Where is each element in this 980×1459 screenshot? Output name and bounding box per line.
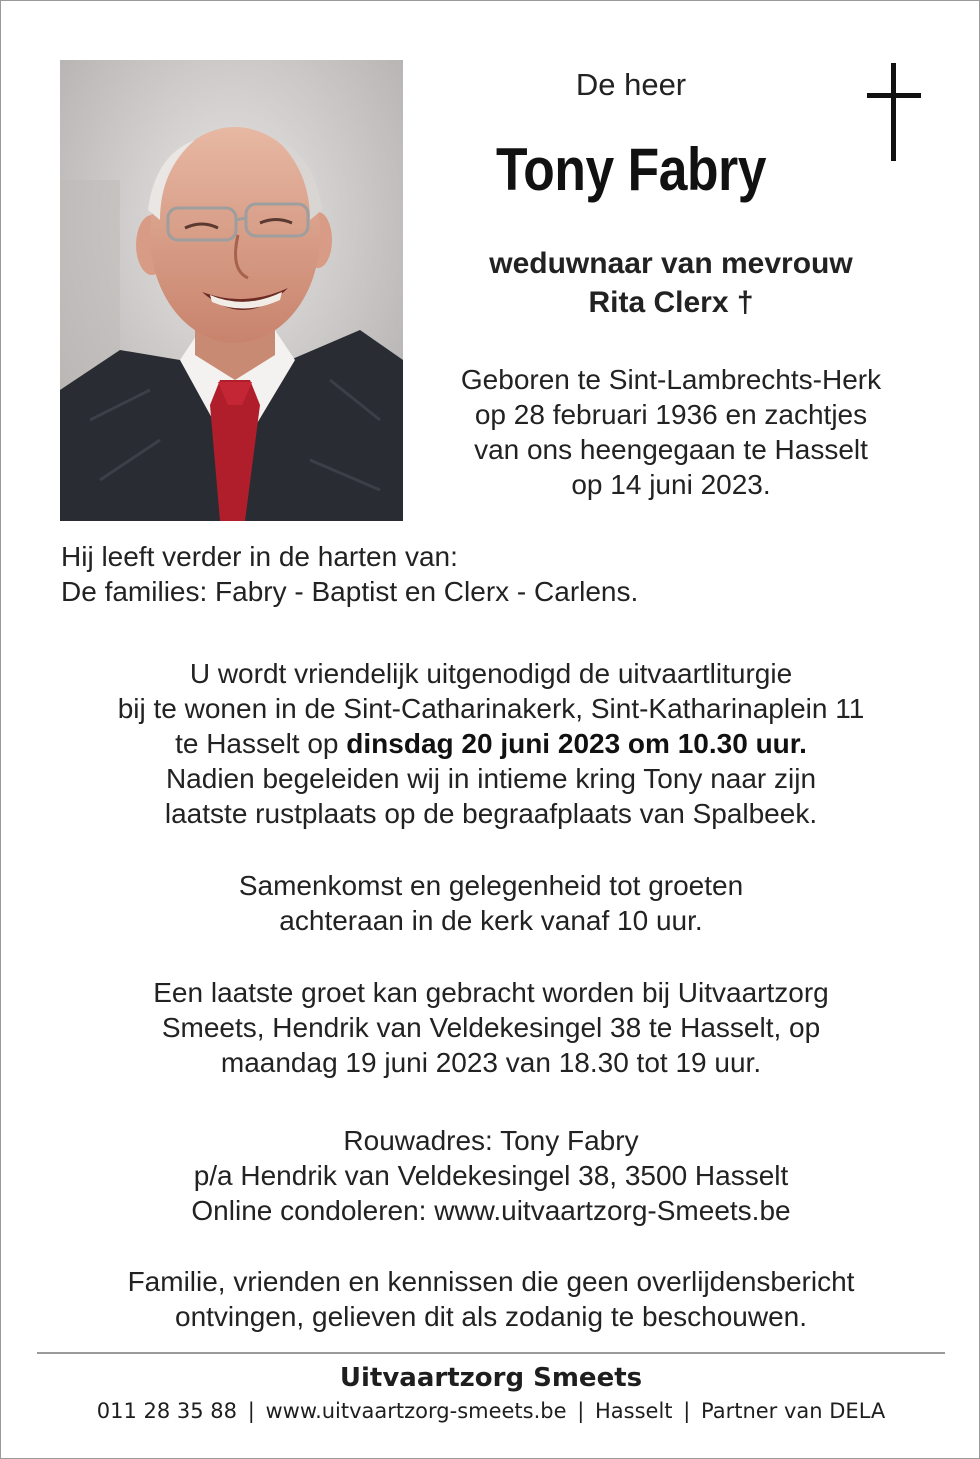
partner-label: Partner van DELA [700,1399,886,1423]
text-line: van ons heengegaan te Hasselt [474,434,868,465]
text-line: U wordt vriendelijk uitgenodigd de uitvaartliturgie [189,658,793,689]
text-line: Smeets, Hendrik van Veldekesingel 38 te Hasselt, op [161,1012,821,1043]
text-line: op 14 juni 2023. [571,469,771,500]
text-line: laatste rustplaats op de begraafplaats van Spalbeek. [164,798,818,829]
phone-number[interactable]: 011 28 35 88 [96,1399,238,1423]
city: Hasselt [595,1399,673,1423]
text-line: ontvingen, gelieven dit als zodanig te beschouwen. [175,1301,807,1332]
website-link[interactable]: www.uitvaartzorg-smeets.be [265,1399,567,1423]
widower-line: weduwnaar van mevrouw [489,247,853,280]
text-line: p/a Hendrik van Veldekesingel 38, 3500 Hasselt [193,1160,789,1191]
text-line: De families: Fabry - Baptist en Clerx - Carlens. [61,576,639,607]
text-line: Hij leeft verder in de harten van: [61,541,458,572]
text-line: Een laatste groet kan gebracht worden bij Uitvaartzorg [153,977,829,1008]
notice-statement [21,1264,961,1334]
service-datetime: dinsdag 20 juni 2023 om 10.30 uur. [346,728,807,759]
mourning-address [21,1123,961,1228]
text-line [21,726,961,761]
funeral-company-name: Uitvaartzorg Smeets [339,1363,643,1393]
text-line: Samenkomst en gelegenheid tot groeten [238,870,744,901]
funeral-invitation [21,656,961,831]
condolence-link-line[interactable]: Online condoleren: www.uitvaartzorg-Smeets.be [191,1195,791,1226]
text-line: bij te wonen in de Sint-Catharinakerk, Sint-Katharinaplein 11 [117,693,865,724]
separator: | [247,1399,255,1423]
spouse-name: Rita Clerx † [588,286,754,319]
deceased-name: Tony Fabry [496,136,766,203]
separator: | [577,1399,585,1423]
footer-contact [21,1399,961,1423]
text-line: Familie, vrienden en kennissen die geen overlijdensbericht [127,1266,855,1297]
latin-cross-icon [863,63,925,161]
text-line: Nadien begeleiden wij in intieme kring Tony naar zijn [165,763,817,794]
text-line: maandag 19 juni 2023 van 18.30 tot 19 uur. [220,1047,762,1078]
portrait-photo [60,60,403,521]
last-greeting-info [21,975,961,1080]
text-line: op 28 februari 1936 en zachtjes [474,399,868,430]
birth-death-details [421,362,921,502]
text-fragment: te Hasselt op [175,728,339,759]
separator: | [683,1399,691,1423]
footer-divider [37,1352,945,1354]
survivors [61,539,941,609]
salutation: De heer [575,67,687,102]
text-line: achteraan in de kerk vanaf 10 uur. [279,905,703,936]
text-line: Rouwadres: Tony Fabry [343,1125,639,1156]
gathering-info [21,868,961,938]
text-line: Geboren te Sint-Lambrechts-Herk [460,364,882,395]
widower-statement [421,244,921,322]
